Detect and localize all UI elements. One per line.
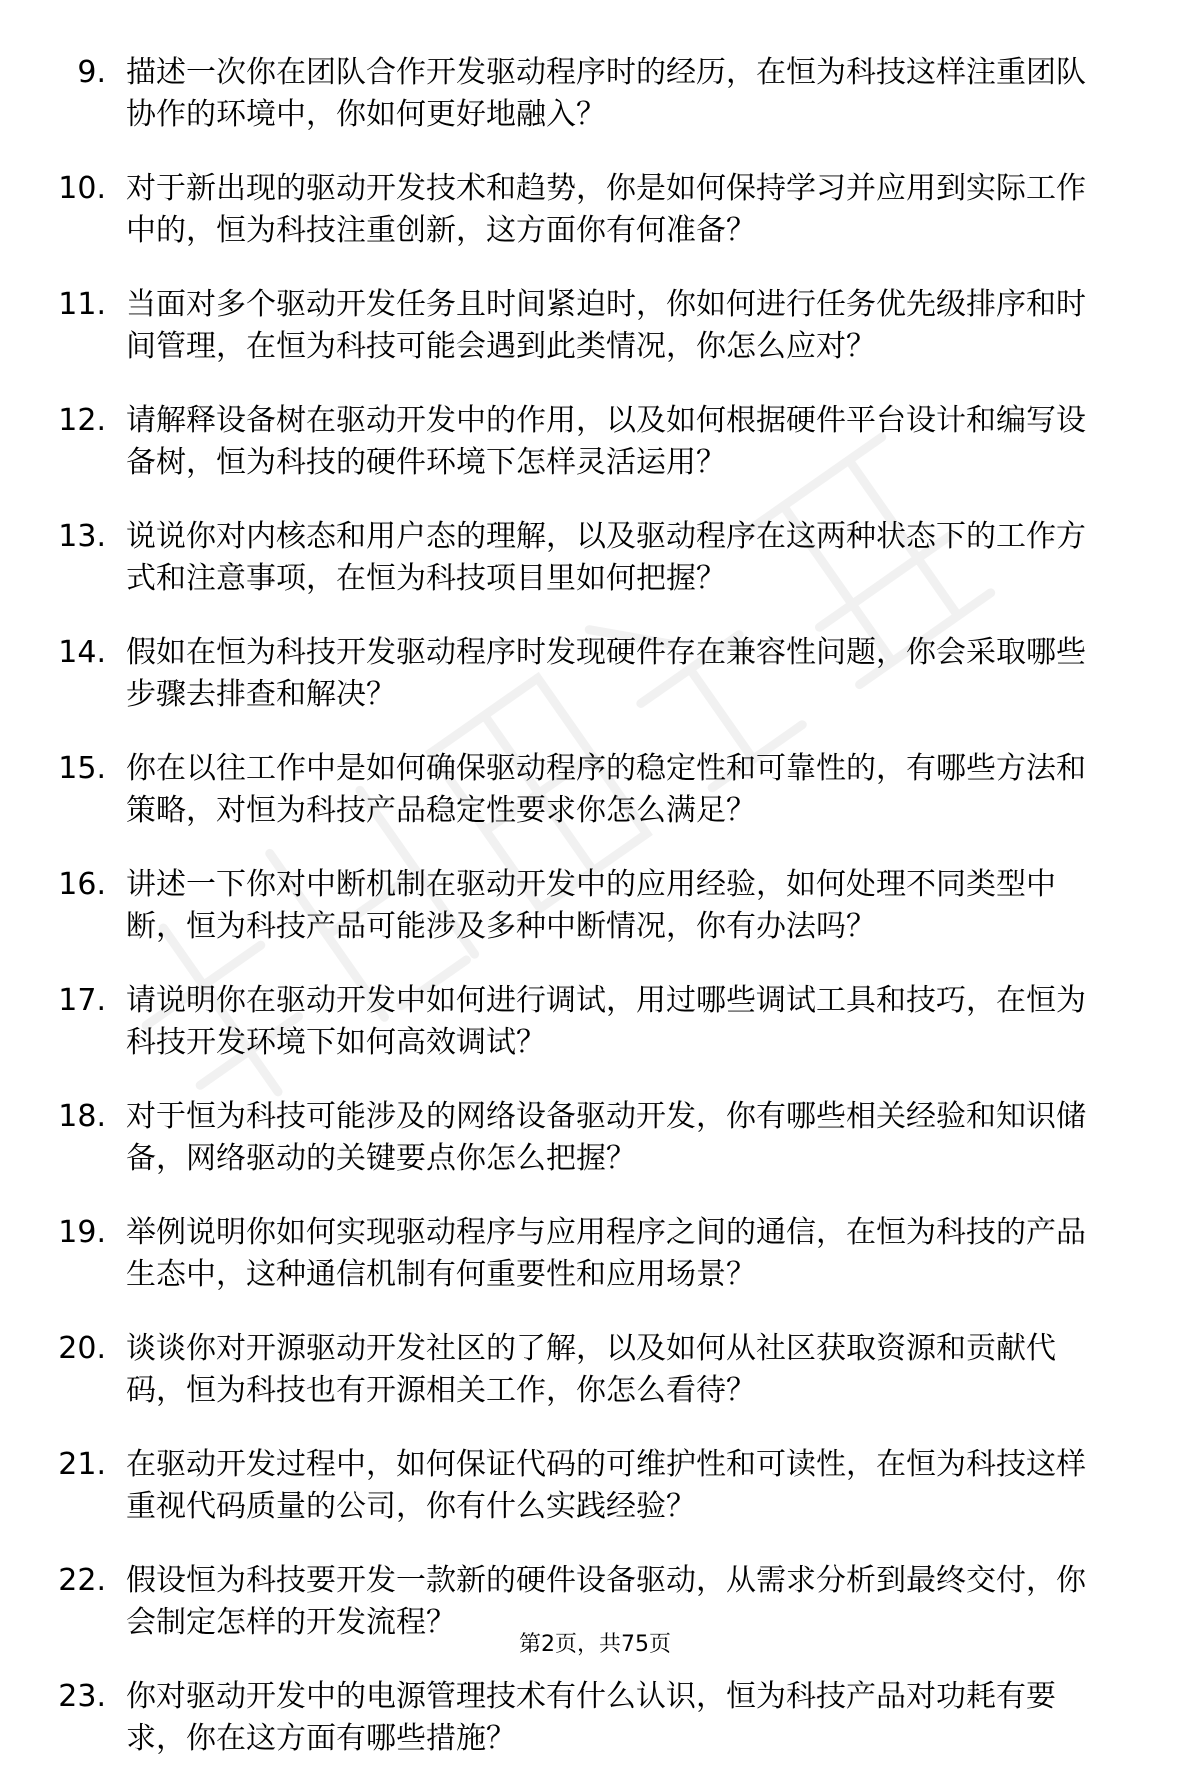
question-number: 20. [58, 1331, 106, 1366]
question-text: 谈谈你对开源驱动开发社区的了解，以及如何从社区获取资源和贡献代码，恒为科技也有开源相关工作，你怎么看待？ [126, 1331, 1056, 1408]
question-number: 9. [77, 55, 106, 90]
list-item [0, 980, 1190, 1064]
question-text: 描述一次你在团队合作开发驱动程序时的经历，在恒为科技这样注重团队协作的环境中，你如何更好地融入？ [126, 55, 1086, 132]
question-number: 23. [58, 1679, 106, 1714]
question-number: 19. [58, 1215, 106, 1250]
list-item [0, 748, 1190, 832]
question-text: 说说你对内核态和用户态的理解，以及驱动程序在这两种状态下的工作方式和注意事项，在恒为科技项目里如何把握？ [126, 519, 1086, 596]
question-number: 16. [58, 867, 106, 902]
question-number: 17. [58, 983, 106, 1018]
question-text: 在驱动开发过程中，如何保证代码的可维护性和可读性，在恒为科技这样重视代码质量的公司，你有什么实践经验？ [126, 1447, 1086, 1524]
list-item [0, 52, 1190, 136]
question-number: 13. [58, 519, 106, 554]
question-text: 对于新出现的驱动开发技术和趋势，你是如何保持学习并应用到实际工作中的，恒为科技注重创新，这方面你有何准备？ [126, 171, 1086, 248]
list-item [0, 1096, 1190, 1180]
question-text: 当面对多个驱动开发任务且时间紧迫时，你如何进行任务优先级排序和时间管理，在恒为科技可能会遇到此类情况，你怎么应对？ [126, 287, 1086, 364]
question-number: 15. [58, 751, 106, 786]
question-text: 请解释设备树在驱动开发中的作用，以及如何根据硬件平台设计和编写设备树，恒为科技的硬件环境下怎样灵活运用？ [126, 403, 1086, 480]
question-number: 11. [58, 287, 106, 322]
list-item [0, 632, 1190, 716]
list-item [0, 1676, 1190, 1760]
list-item [0, 400, 1190, 484]
list-item [0, 284, 1190, 368]
list-item [0, 1444, 1190, 1528]
question-text: 请说明你在驱动开发中如何进行调试，用过哪些调试工具和技巧，在恒为科技开发环境下如何高效调试？ [126, 983, 1086, 1060]
question-text: 你对驱动开发中的电源管理技术有什么认识，恒为科技产品对功耗有要求，你在这方面有哪些措施？ [126, 1679, 1056, 1756]
question-number: 18. [58, 1099, 106, 1134]
list-item [0, 1212, 1190, 1296]
list-item [0, 168, 1190, 252]
question-text: 举例说明你如何实现驱动程序与应用程序之间的通信，在恒为科技的产品生态中，这种通信机制有何重要性和应用场景？ [126, 1215, 1086, 1292]
list-item [0, 516, 1190, 600]
page-number: 第2页，共75页 [519, 1632, 671, 1657]
question-text: 你在以往工作中是如何确保驱动程序的稳定性和可靠性的，有哪些方法和策略，对恒为科技产品稳定性要求你怎么满足？ [126, 751, 1086, 828]
question-text: 假设恒为科技要开发一款新的硬件设备驱动，从需求分析到最终交付，你会制定怎样的开发流程？ [126, 1563, 1086, 1640]
question-text: 讲述一下你对中断机制在驱动开发中的应用经验，如何处理不同类型中断，恒为科技产品可能涉及多种中断情况，你有办法吗？ [126, 867, 1056, 944]
question-text: 假如在恒为科技开发驱动程序时发现硬件存在兼容性问题，你会采取哪些步骤去排查和解决？ [126, 635, 1086, 712]
question-list [0, 52, 1190, 1792]
question-number: 21. [58, 1447, 106, 1482]
question-number: 14. [58, 635, 106, 670]
list-item [0, 1328, 1190, 1412]
question-text: 对于恒为科技可能涉及的网络设备驱动开发，你有哪些相关经验和知识储备，网络驱动的关键要点你怎么把握？ [126, 1099, 1086, 1176]
question-number: 10. [58, 171, 106, 206]
list-item [0, 864, 1190, 948]
question-number: 22. [58, 1563, 106, 1598]
question-number: 12. [58, 403, 106, 438]
